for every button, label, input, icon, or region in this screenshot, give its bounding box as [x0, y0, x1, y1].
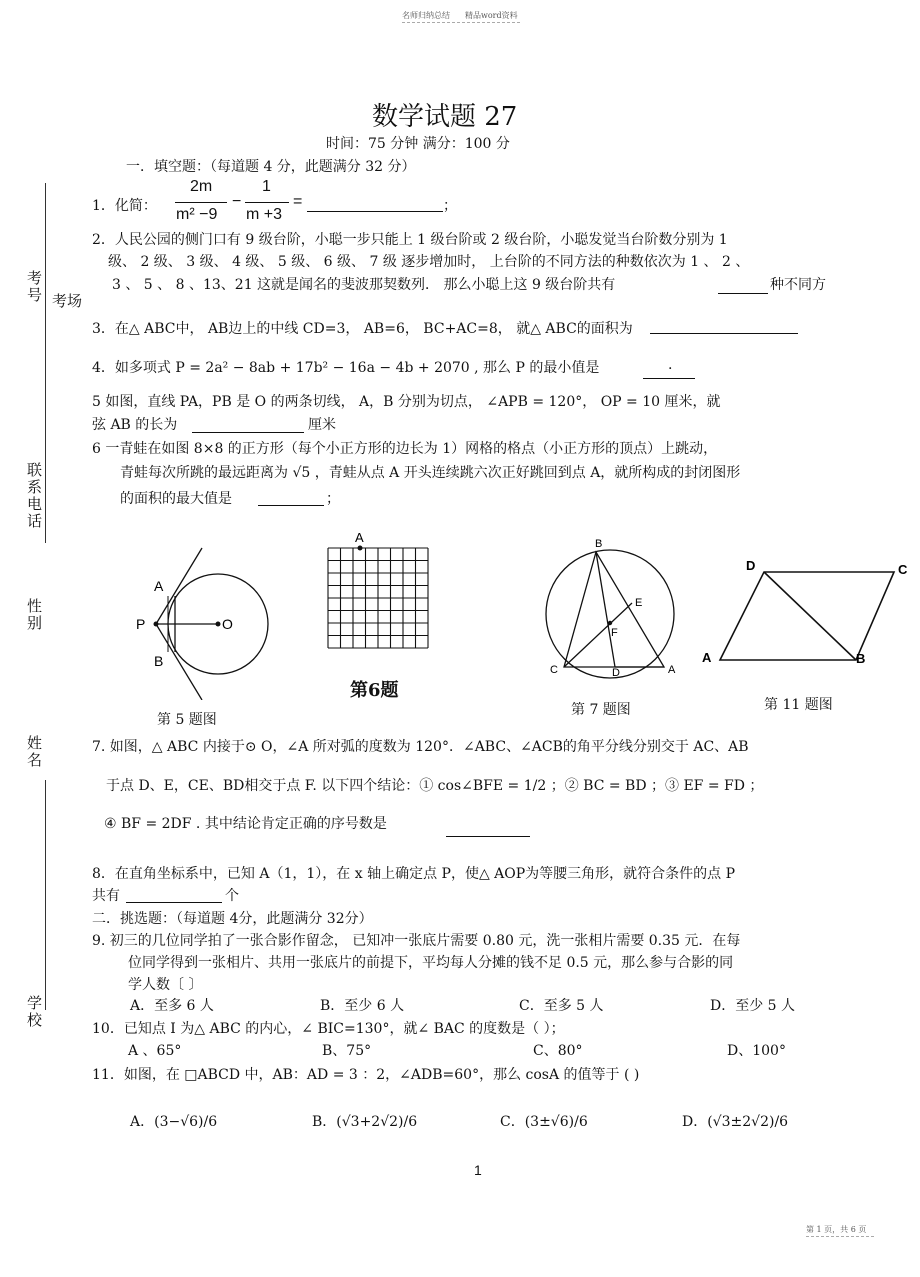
figure-11 — [698, 555, 913, 670]
q3-answer-blank[interactable] — [650, 333, 798, 334]
q1-tail: ； — [443, 198, 457, 214]
q11-option-c[interactable]: C．(3±√6)/6 — [500, 1114, 588, 1130]
q10-option-b[interactable]: B、75° — [322, 1043, 372, 1059]
q2-answer-blank[interactable] — [718, 293, 768, 294]
q5-line1: 5 如图，直线 PA，PB 是 O 的两条切线， A，B 分别为切点， ∠APB = 120°， OP = 10 厘米，就 — [92, 394, 721, 410]
q9-option-d[interactable]: D．至少 5 人 — [710, 998, 796, 1014]
fig11-parallelogram — [720, 572, 894, 660]
q1-num2: 1 — [262, 178, 271, 195]
q4-text: 4．如多项式 P = 2a² − 8ab + 17b² − 16a − 4b + 2070 , 那么 P 的最小值是 — [92, 360, 600, 376]
fig5-label-o: O — [222, 616, 233, 632]
fig5-label-b: B — [154, 653, 164, 669]
q2-line1: 2．人民公园的侧门口有 9 级台阶，小聪一步只能上 1 级台阶或 2 级台阶，小聪发觉当台阶数分别为 1 — [92, 232, 728, 248]
q6-line2: 青蛙每次所跳的最远距离为 √5 ，青蛙从点 A 开头连续跳六次正好跳回到点 A，就所构成的封闭图形 — [120, 465, 741, 481]
q8-line1: 8．在直角坐标系中，已知 A（1，1），在 x 轴上确定点 P，使△ AOP为等腰三角形，就符合条件的点 P — [92, 866, 736, 882]
fig7-label-e: E — [635, 597, 643, 609]
fig7-line-ce — [564, 603, 632, 667]
fig11-label-b: B — [856, 651, 866, 666]
footer-page-info: 第 1 页，共 6 页 — [806, 1225, 867, 1234]
q6-line3: 的面积的最大值是 — [120, 491, 232, 507]
q9-line1: 9. 初三的几位同学拍了一张合影作留念， 已知冲一张底片需要 0.80 元，洗一张相片需要 0.35 元．在每 — [92, 933, 741, 949]
subtitle: 时间：75 分钟 满分：100 分 — [326, 136, 510, 152]
q7-line2: 于点 D、E，CE、BD相交于点 F. 以下四个结论：① cos∠BFE = 1/2 ；② BC = BD ；③ EF = FD ； — [106, 778, 764, 794]
q7-answer-blank[interactable] — [446, 836, 530, 837]
q4-answer-blank[interactable] — [643, 378, 695, 379]
figure-5 — [130, 540, 280, 700]
margin-kaohao: 考号 — [25, 270, 43, 304]
header-left-text: 名师归纳总结 — [402, 11, 450, 20]
fig7-label-d: D — [612, 667, 620, 679]
fig11-caption: 第 11 题图 — [764, 697, 833, 713]
margin-xingming: 姓名 — [25, 735, 43, 769]
fig7-point-f — [608, 621, 612, 625]
fig5-label-p: P — [136, 616, 146, 632]
q9-option-c[interactable]: C．至多 5 人 — [519, 998, 604, 1014]
q9-line2: 位同学得到一张相片、共用一张底片的前提下，平均每人分摊的钱不足 0.5 元，那么参与合影的同 — [128, 955, 734, 971]
q6-line1: 6 一青蛙在如图 8×8 的正方形（每个小正方形的边长为 1）网格的格点（小正方形的顶点）上跳动， — [92, 441, 718, 457]
fig6-point-a — [358, 546, 363, 551]
q5-answer-blank[interactable] — [192, 432, 304, 433]
fig5-label-a: A — [154, 578, 164, 594]
margin-kaochang: 考场 — [52, 292, 83, 310]
q1-label: 1．化简： — [92, 198, 157, 214]
q2-line3: 3 、 5 、 8 、13、21 这就是闻名的斐波那契数列． 那么小聪上这 9 级台阶共有 — [112, 277, 616, 293]
q6-tail: ； — [326, 491, 340, 507]
q10-option-c[interactable]: C、80° — [533, 1043, 583, 1059]
q2-line2: 级、 2 级、 3 级、 4 级、 5 级、 6 级、 7 级 逐步增加时， 上台阶的不同方法的种数依次为 1 、 2 、 — [108, 254, 750, 270]
fig11-label-a: A — [702, 650, 712, 665]
header-right-text: 精品word资料 — [465, 11, 518, 20]
q10-option-d[interactable]: D、100° — [727, 1043, 786, 1059]
q5-line2: 弦 AB 的长为 — [92, 417, 178, 433]
fig7-caption: 第 7 题图 — [571, 702, 631, 718]
fig7-label-c: C — [550, 664, 558, 676]
fig11-label-d: D — [746, 558, 756, 573]
fig7-label-f: F — [611, 627, 618, 639]
q2-tail: 种不同方 — [770, 277, 826, 293]
margin-dianhua: 联系电话 — [25, 462, 43, 530]
q1-frac2-bar — [245, 202, 289, 203]
q7-line3: ④ BF = 2DF . 其中结论肯定正确的序号数是 — [104, 816, 387, 832]
q9-option-a[interactable]: A．至多 6 人 — [130, 998, 214, 1014]
q8-line2: 共有 — [92, 888, 120, 904]
q11-option-b[interactable]: B．(√3+2√2)/6 — [312, 1114, 418, 1130]
q11-text: 11．如图，在 □ABCD 中，AB：AD = 3 ：2，∠ADB=60°，那么 cosA 的值等于 ( ) — [92, 1067, 640, 1083]
fig7-label-a: A — [668, 664, 676, 676]
figure-7 — [540, 530, 690, 690]
q8-answer-blank[interactable] — [126, 902, 222, 903]
fig7-triangle — [564, 552, 664, 667]
q1-num1: 2m — [190, 178, 213, 195]
q1-op: − — [232, 193, 242, 210]
q9-line3: 学人数〔 〕 — [128, 977, 203, 993]
q11-option-d[interactable]: D．(√3±2√2)/6 — [682, 1114, 789, 1130]
fig6-label-a: A — [355, 530, 364, 545]
footer-dash — [806, 1236, 874, 1237]
fig5-caption: 第 5 题图 — [157, 712, 217, 728]
section2-heading: 二．挑选题：（每道题 4分，此题满分 32分） — [92, 911, 373, 927]
q6-answer-blank[interactable] — [258, 505, 324, 506]
page-title: 数学试题 27 — [372, 102, 518, 132]
q10-option-a[interactable]: A 、65° — [128, 1043, 182, 1059]
header-dash — [402, 22, 520, 23]
fig5-point-o — [216, 622, 221, 627]
section1-heading: 一．填空题：（每道题 4 分，此题满分 32 分） — [126, 159, 416, 175]
q1-eq: = — [293, 193, 303, 210]
margin-xingbie: 性别 — [25, 598, 43, 632]
q10-text: 10．已知点 I 为△ ABC 的内心，∠ BIC=130°，就∠ BAC 的度数是（ ）； — [92, 1021, 565, 1037]
margin-line-2 — [45, 780, 46, 1010]
q7-line1: 7. 如图，△ ABC 内接于⊙ O，∠A 所对弧的度数为 120°．∠ABC、∠ACB的角平分线分别交于 AC、AB — [92, 739, 749, 755]
q4-tail: . — [668, 357, 673, 373]
fig7-label-b: B — [595, 538, 603, 550]
margin-line-1 — [45, 183, 46, 543]
fig11-label-c: C — [898, 562, 908, 577]
fig11-diagonal-db — [764, 572, 856, 660]
q3-text: 3．在△ ABC中， AB边上的中线 CD=3， AB=6， BC+AC=8， 就△ ABC的面积为 — [92, 321, 633, 337]
q1-den2: m +3 — [246, 206, 283, 223]
q1-den1: m² −9 — [176, 206, 218, 223]
fig5-point-p — [154, 622, 159, 627]
q1-frac1-bar — [175, 202, 227, 203]
margin-xuexiao: 学校 — [25, 995, 43, 1029]
figure-6-grid — [320, 528, 430, 678]
q1-answer-blank[interactable] — [307, 211, 443, 212]
q5-tail: 厘米 — [308, 417, 336, 433]
fig7-circle — [546, 550, 674, 678]
fig6-caption: 第6题 — [350, 680, 399, 701]
page-number: 1 — [474, 1162, 482, 1178]
q11-option-a[interactable]: A．(3−√6)/6 — [130, 1114, 218, 1130]
q9-option-b[interactable]: B．至少 6 人 — [320, 998, 405, 1014]
q8-tail: 个 — [225, 888, 239, 904]
